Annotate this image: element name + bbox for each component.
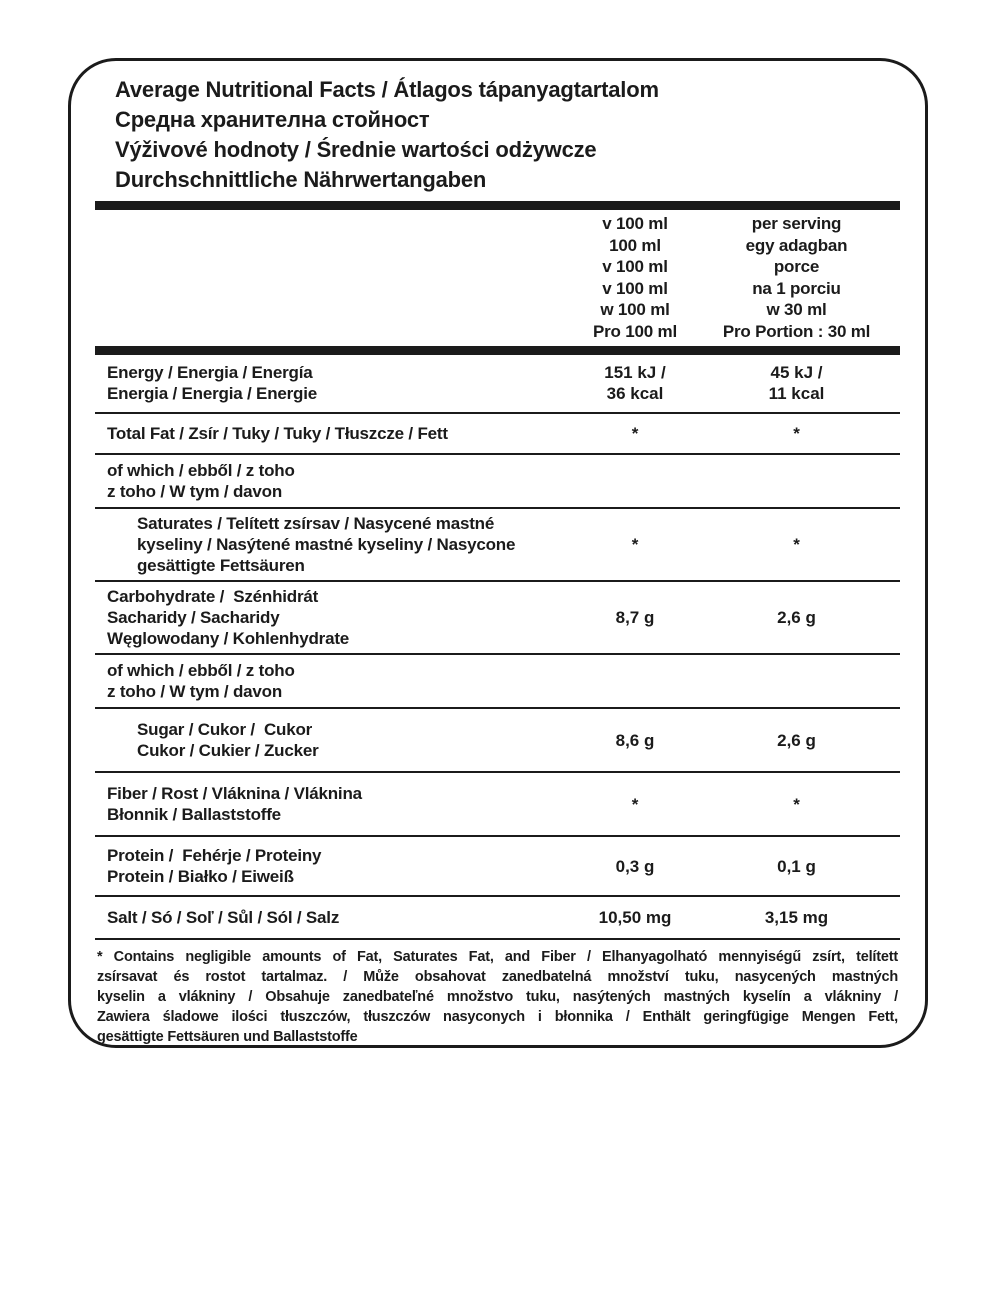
- nutrient-row-total-fat: [95, 414, 900, 455]
- title-line: Average Nutritional Facts / Átlagos tápanyagtartalom: [115, 77, 659, 102]
- value-per-serving: [705, 423, 900, 444]
- row-label-line: Energy / Energia / Energía: [107, 363, 313, 382]
- nutrient-row-of-which-carb: [95, 655, 900, 709]
- nutrient-row-of-which-fat: [95, 455, 900, 509]
- per-serving-header-line: Pro Portion : 30 ml: [722, 321, 871, 341]
- row-label: [95, 907, 565, 928]
- row-label: [95, 586, 565, 649]
- per-100ml-header-line: v 100 ml: [602, 278, 668, 298]
- row-label-line: Saturates / Telített zsírsav / Nasycené mastné: [137, 514, 495, 533]
- value-per-serving-line: 2,6 g: [777, 730, 816, 750]
- row-label-line: Sugar / Cukor / Cukor: [137, 720, 313, 739]
- nutrient-rows: [95, 355, 900, 940]
- row-label-line: of which / ebből / z toho: [107, 461, 295, 480]
- title-line: Durchschnittliche Nährwertangaben: [115, 167, 487, 192]
- row-label: [95, 845, 565, 887]
- row-label-line: z toho / W tym / davon: [107, 682, 283, 701]
- row-label-line: Protein / Białko / Eiweiß: [107, 867, 294, 886]
- value-per-100ml: [565, 730, 705, 751]
- per-100ml-header-line: 100 ml: [609, 235, 661, 255]
- value-per-serving-line: *: [793, 424, 800, 443]
- per-serving-header-line: w 30 ml: [766, 300, 827, 319]
- label-content: [71, 61, 925, 1047]
- row-label-line: kyseliny / Nasýtené mastné kyseliny / Nasycone: [137, 535, 516, 554]
- value-per-100ml: [565, 362, 705, 404]
- row-label-line: Total Fat / Zsír / Tuky / Tuky / Tłuszcze / Fett: [107, 424, 448, 443]
- nutrient-row-carbohydrate: [95, 582, 900, 655]
- value-per-100ml-line: 8,7 g: [615, 608, 655, 627]
- value-per-serving: [705, 907, 900, 928]
- row-label-line: Błonnik / Ballaststoffe: [107, 805, 281, 824]
- nutrient-row-saturates: [95, 509, 900, 582]
- nutrient-row-sugar: [95, 709, 900, 773]
- value-per-serving: [705, 856, 900, 877]
- row-label-line: Salt / Só / Soľ / Sůl / Sól / Salz: [107, 908, 340, 927]
- nutrient-row-salt: [95, 897, 900, 940]
- row-label-line: Sacharidy / Sacharidy: [107, 608, 280, 627]
- row-label: [95, 719, 565, 761]
- value-per-serving: [705, 730, 900, 751]
- value-per-100ml-line: 36 kcal: [606, 384, 664, 403]
- per-100ml-header-line: v 100 ml: [602, 257, 668, 276]
- value-per-100ml: [565, 907, 705, 928]
- row-label-line: of which / ebből / z toho: [107, 661, 295, 680]
- row-label: [95, 513, 565, 576]
- footnote-line: kyselin a vlákniny / Obsahuje zanedbateľné množstvo tuku, nasýtených mastných kyselín a vlákniny /: [97, 989, 898, 1005]
- nutrient-row-energy: [95, 355, 900, 414]
- per-serving-header-line: porce: [773, 257, 820, 276]
- row-label-line: Carbohydrate / Szénhidrát: [107, 587, 319, 606]
- value-per-100ml-line: 0,3 g: [615, 856, 655, 876]
- per-serving-column-header: [705, 213, 900, 342]
- per-100ml-header-line: Pro 100 ml: [593, 321, 677, 341]
- footnote-line: Zawiera śladowe ilości tłuszczów, tłuszczów nasyconych i błonnika / Enthält geringfügige Mengen Fett,: [97, 1009, 898, 1025]
- row-label-line: z toho / W tym / davon: [107, 482, 283, 501]
- footnote-line: * Contains negligible amounts of Fat, Saturates Fat, and Fiber / Elhanyagolható mennyiségű zsírt, telített: [97, 949, 898, 965]
- row-label-line: Fiber / Rost / Vláknina / Vláknina: [107, 784, 362, 803]
- row-label: [95, 783, 565, 825]
- title-line: Средна хранителна стойност: [115, 107, 430, 132]
- footnote-line: gesättigte Fettsäuren und Ballaststoffe: [97, 1029, 358, 1045]
- nutrient-column-header: [95, 213, 565, 342]
- value-per-100ml-line: 8,6 g: [615, 730, 655, 750]
- value-per-100ml-line: *: [631, 535, 639, 554]
- divider-thick-bottom: [95, 346, 900, 355]
- per-100ml-header-line: v 100 ml: [602, 214, 668, 233]
- value-per-100ml: [565, 856, 705, 877]
- row-label: [95, 660, 565, 702]
- row-label: [95, 460, 565, 502]
- per-100ml-column-header: [565, 213, 705, 342]
- value-per-serving: [705, 607, 900, 628]
- divider-thick-top: [95, 201, 900, 210]
- row-label-line: Cukor / Cukier / Zucker: [137, 741, 319, 760]
- value-per-100ml-line: *: [631, 424, 639, 443]
- per-serving-header-line: na 1 porciu: [752, 278, 841, 298]
- value-per-100ml: [565, 794, 705, 815]
- row-label-line: Protein / Fehérje / Proteiny: [107, 846, 322, 865]
- value-per-serving-line: 3,15 mg: [764, 908, 829, 927]
- value-per-serving-line: 45 kJ /: [770, 363, 823, 382]
- per-serving-header-line: egy adagban: [745, 235, 848, 255]
- value-per-serving-line: 0,1 g: [777, 856, 816, 876]
- title-line: Výživové hodnoty / Średnie wartości odżywcze: [115, 137, 597, 162]
- value-per-100ml: [565, 607, 705, 628]
- value-per-serving-line: *: [793, 535, 800, 554]
- per-serving-header-line: per serving: [751, 214, 842, 233]
- nutrition-facts-label: [68, 58, 928, 1048]
- footnote-line: zsírsavat és rostot tartalmaz. / Může obsahovat zanedbatelná množství tuku, nasycených mastných: [97, 969, 898, 985]
- nutrient-row-fiber: [95, 773, 900, 837]
- value-per-serving: [705, 534, 900, 555]
- value-per-100ml-line: *: [631, 794, 639, 814]
- row-label-line: Energia / Energia / Energie: [107, 384, 318, 403]
- row-label-line: gesättigte Fettsäuren: [137, 556, 305, 575]
- row-label-line: Węglowodany / Kohlenhydrate: [107, 629, 350, 648]
- value-per-serving-line: 2,6 g: [777, 608, 816, 627]
- value-per-serving-line: 11 kcal: [768, 384, 825, 403]
- value-per-serving: [705, 362, 900, 404]
- value-per-100ml-line: 10,50 mg: [598, 908, 672, 927]
- nutrient-row-protein: [95, 837, 900, 897]
- footnote: [95, 940, 900, 1047]
- value-per-100ml: [565, 534, 705, 555]
- row-label: [95, 423, 565, 444]
- column-headers: [95, 210, 900, 346]
- value-per-100ml-line: 151 kJ /: [604, 363, 666, 382]
- value-per-serving-line: *: [793, 794, 800, 814]
- value-per-serving: [705, 794, 900, 815]
- label-title: [95, 61, 900, 195]
- value-per-100ml: [565, 423, 705, 444]
- row-label: [95, 362, 565, 404]
- per-100ml-header-line: w 100 ml: [600, 300, 670, 319]
